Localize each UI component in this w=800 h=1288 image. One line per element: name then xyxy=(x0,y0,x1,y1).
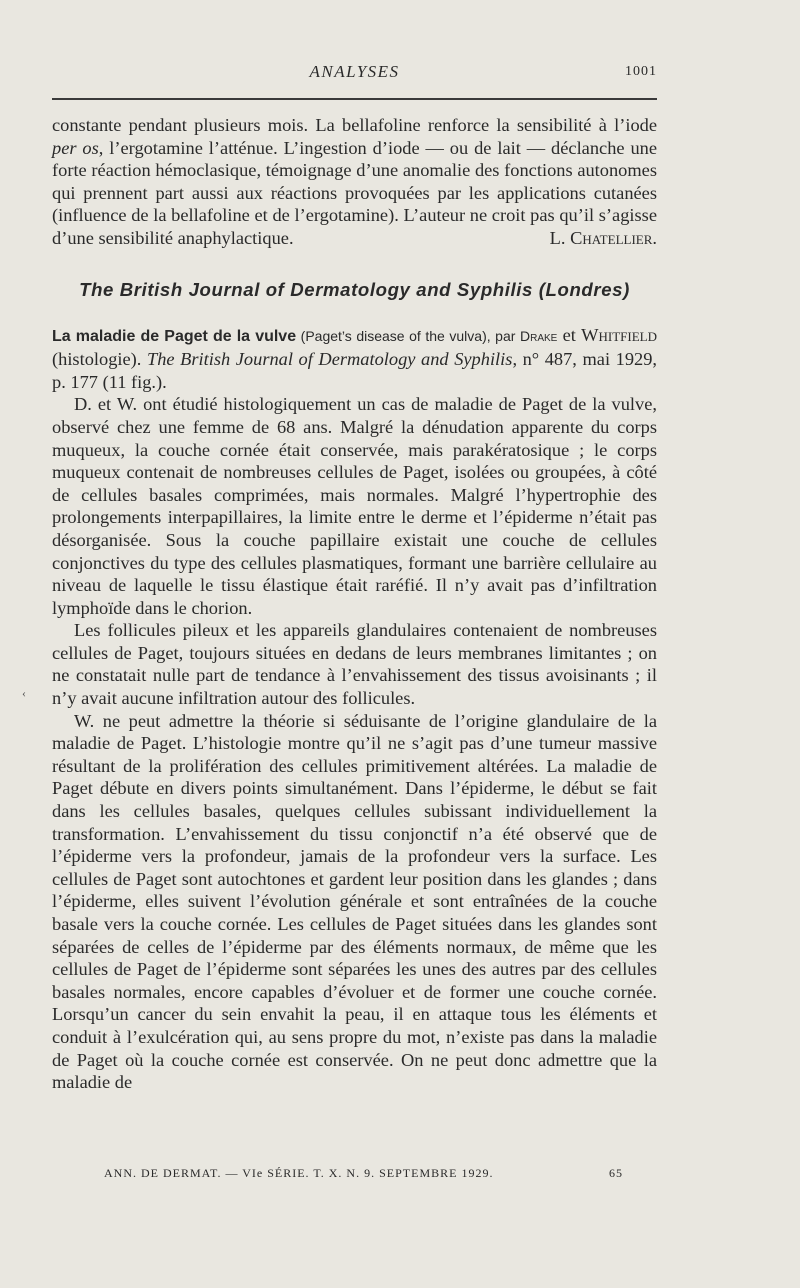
article-author-1: Drake xyxy=(519,327,558,344)
article-journal: The British Journal of Dermatology and Syphilis xyxy=(146,349,513,370)
paragraph-1: D. et W. ont étudié histologiquement un cas de maladie de Paget de la vulve, observé chez une femme de 68 ans. Malgré la dénudation apparente du corps muqueux, la couche cornée était conservée, mais parakératosique ; le corps muqueux contenait de nombreuses cellules de Paget, isolées ou groupées, à côté de cellules basales comprimées, mais normales. Malgré l’hypertrophie des prolongements interpapillaires, la limite entre le derme et l’épiderme n’était pas désorganisée. Sous la couche papillaire existait une couche de cellules conjonctives du type des cellules plasmatiques, formant une barrière cellulaire au niveau de laquelle le tissu élastique était raréfié. Il n’y avait pas d’infiltration lymphoïde dans le chorion. xyxy=(52,394,657,618)
signature: L. Chatellier. xyxy=(549,227,657,248)
running-head xyxy=(52,62,657,86)
article-reference xyxy=(52,324,657,394)
article-citation: , n° 487, mai 1929, p. 177 (11 fig.). xyxy=(52,349,658,392)
running-head-title: ANALYSES xyxy=(309,62,400,81)
article-author-2: Whitfield xyxy=(581,324,657,345)
header-rule xyxy=(52,98,657,100)
continuation-text-2: , l’ergotamine l’atténue. L’ingestion d’iode — ou de lait — déclanche une forte réaction hémoclasique, témoignage d’une anomalie des fonctions autonomes qui prennent part aussi aux réactions provoquées par les applications cutanées (influence de la bellafoline et de l’ergotamine). L’auteur ne croit pas qu’il s’agisse d’une sensibilité anaphylactique. xyxy=(52,137,658,248)
journal-heading: The British Journal of Dermatology and Syphilis (Londres) xyxy=(79,278,630,300)
paragraph-2: Les follicules pileux et les appareils glandulaires contenaient de nombreuses cellules de Paget, toujours situées en dedans de leurs membranes limitantes ; on ne constatait nulle part de tendance à l’envahissement des tissus avoisinants ; il n’y avait aucune infiltration autour des follicules. xyxy=(52,620,657,709)
footer-sheet-number: 65 xyxy=(609,1166,623,1180)
article-after-author: (histologie). xyxy=(52,349,147,370)
continuation-text: constante pendant plusieurs mois. La bellafoline renforce la sensibilité à l’iode xyxy=(52,115,657,135)
continuation-paragraph xyxy=(52,114,657,250)
paragraph-3: W. ne peut admettre la théorie si séduisante de l’origine glandulaire de la maladie de Paget. L’histologie montre qu’il ne s’agit pas d’une tumeur massive résultant de la prolifération des cellules primitivement altérées. La maladie de Paget débute en divers points simultanément. Dans l’épiderme, le début se fait dans les cellules basales, quelques cellules subissant individuellement la transformation. L’envahissement du tissu conjonctif n’a été observé que de l’épiderme vers la profondeur, jamais de la profondeur vers la surface. Les cellules de Paget sont autochtones et gardent leur position dans les glandes ; dans l’épiderme, elles suivent l’évolution générale et sont entraînées de la couche basale vers la couche cornée. Les cellules de Paget situées dans les glandes sont séparées de celles de l’épiderme par des éléments normaux, de même que les cellules de Paget de l’épiderme sont séparées les unes des autres par des cellules basales normales, encore capables d’évoluer et de former une couche cornée. Lorsqu’un cancer du sein envahit la peau, il en attaque tous les éléments et conduit à l’exulcération qui, au sens propre du mot, n’existe pas dans la maladie de Paget où la couche cornée est conservée. On ne peut donc admettre que la maladie de xyxy=(52,710,657,1093)
margin-mark: ‹ xyxy=(22,686,26,700)
continuation-italic: per os xyxy=(52,137,99,158)
page-number: 1001 xyxy=(625,64,657,79)
article-title: La maladie de Paget de la vulve xyxy=(52,327,297,345)
footer xyxy=(52,1166,657,1186)
footer-info: ANN. DE DERMAT. — VIe SÉRIE. T. X. N. 9. SEPTEMBRE 1929. xyxy=(104,1166,494,1180)
article-and: et xyxy=(557,324,582,345)
article-subtitle: (Paget’s disease of the vulva), par xyxy=(296,327,520,344)
body-text xyxy=(52,114,657,1094)
